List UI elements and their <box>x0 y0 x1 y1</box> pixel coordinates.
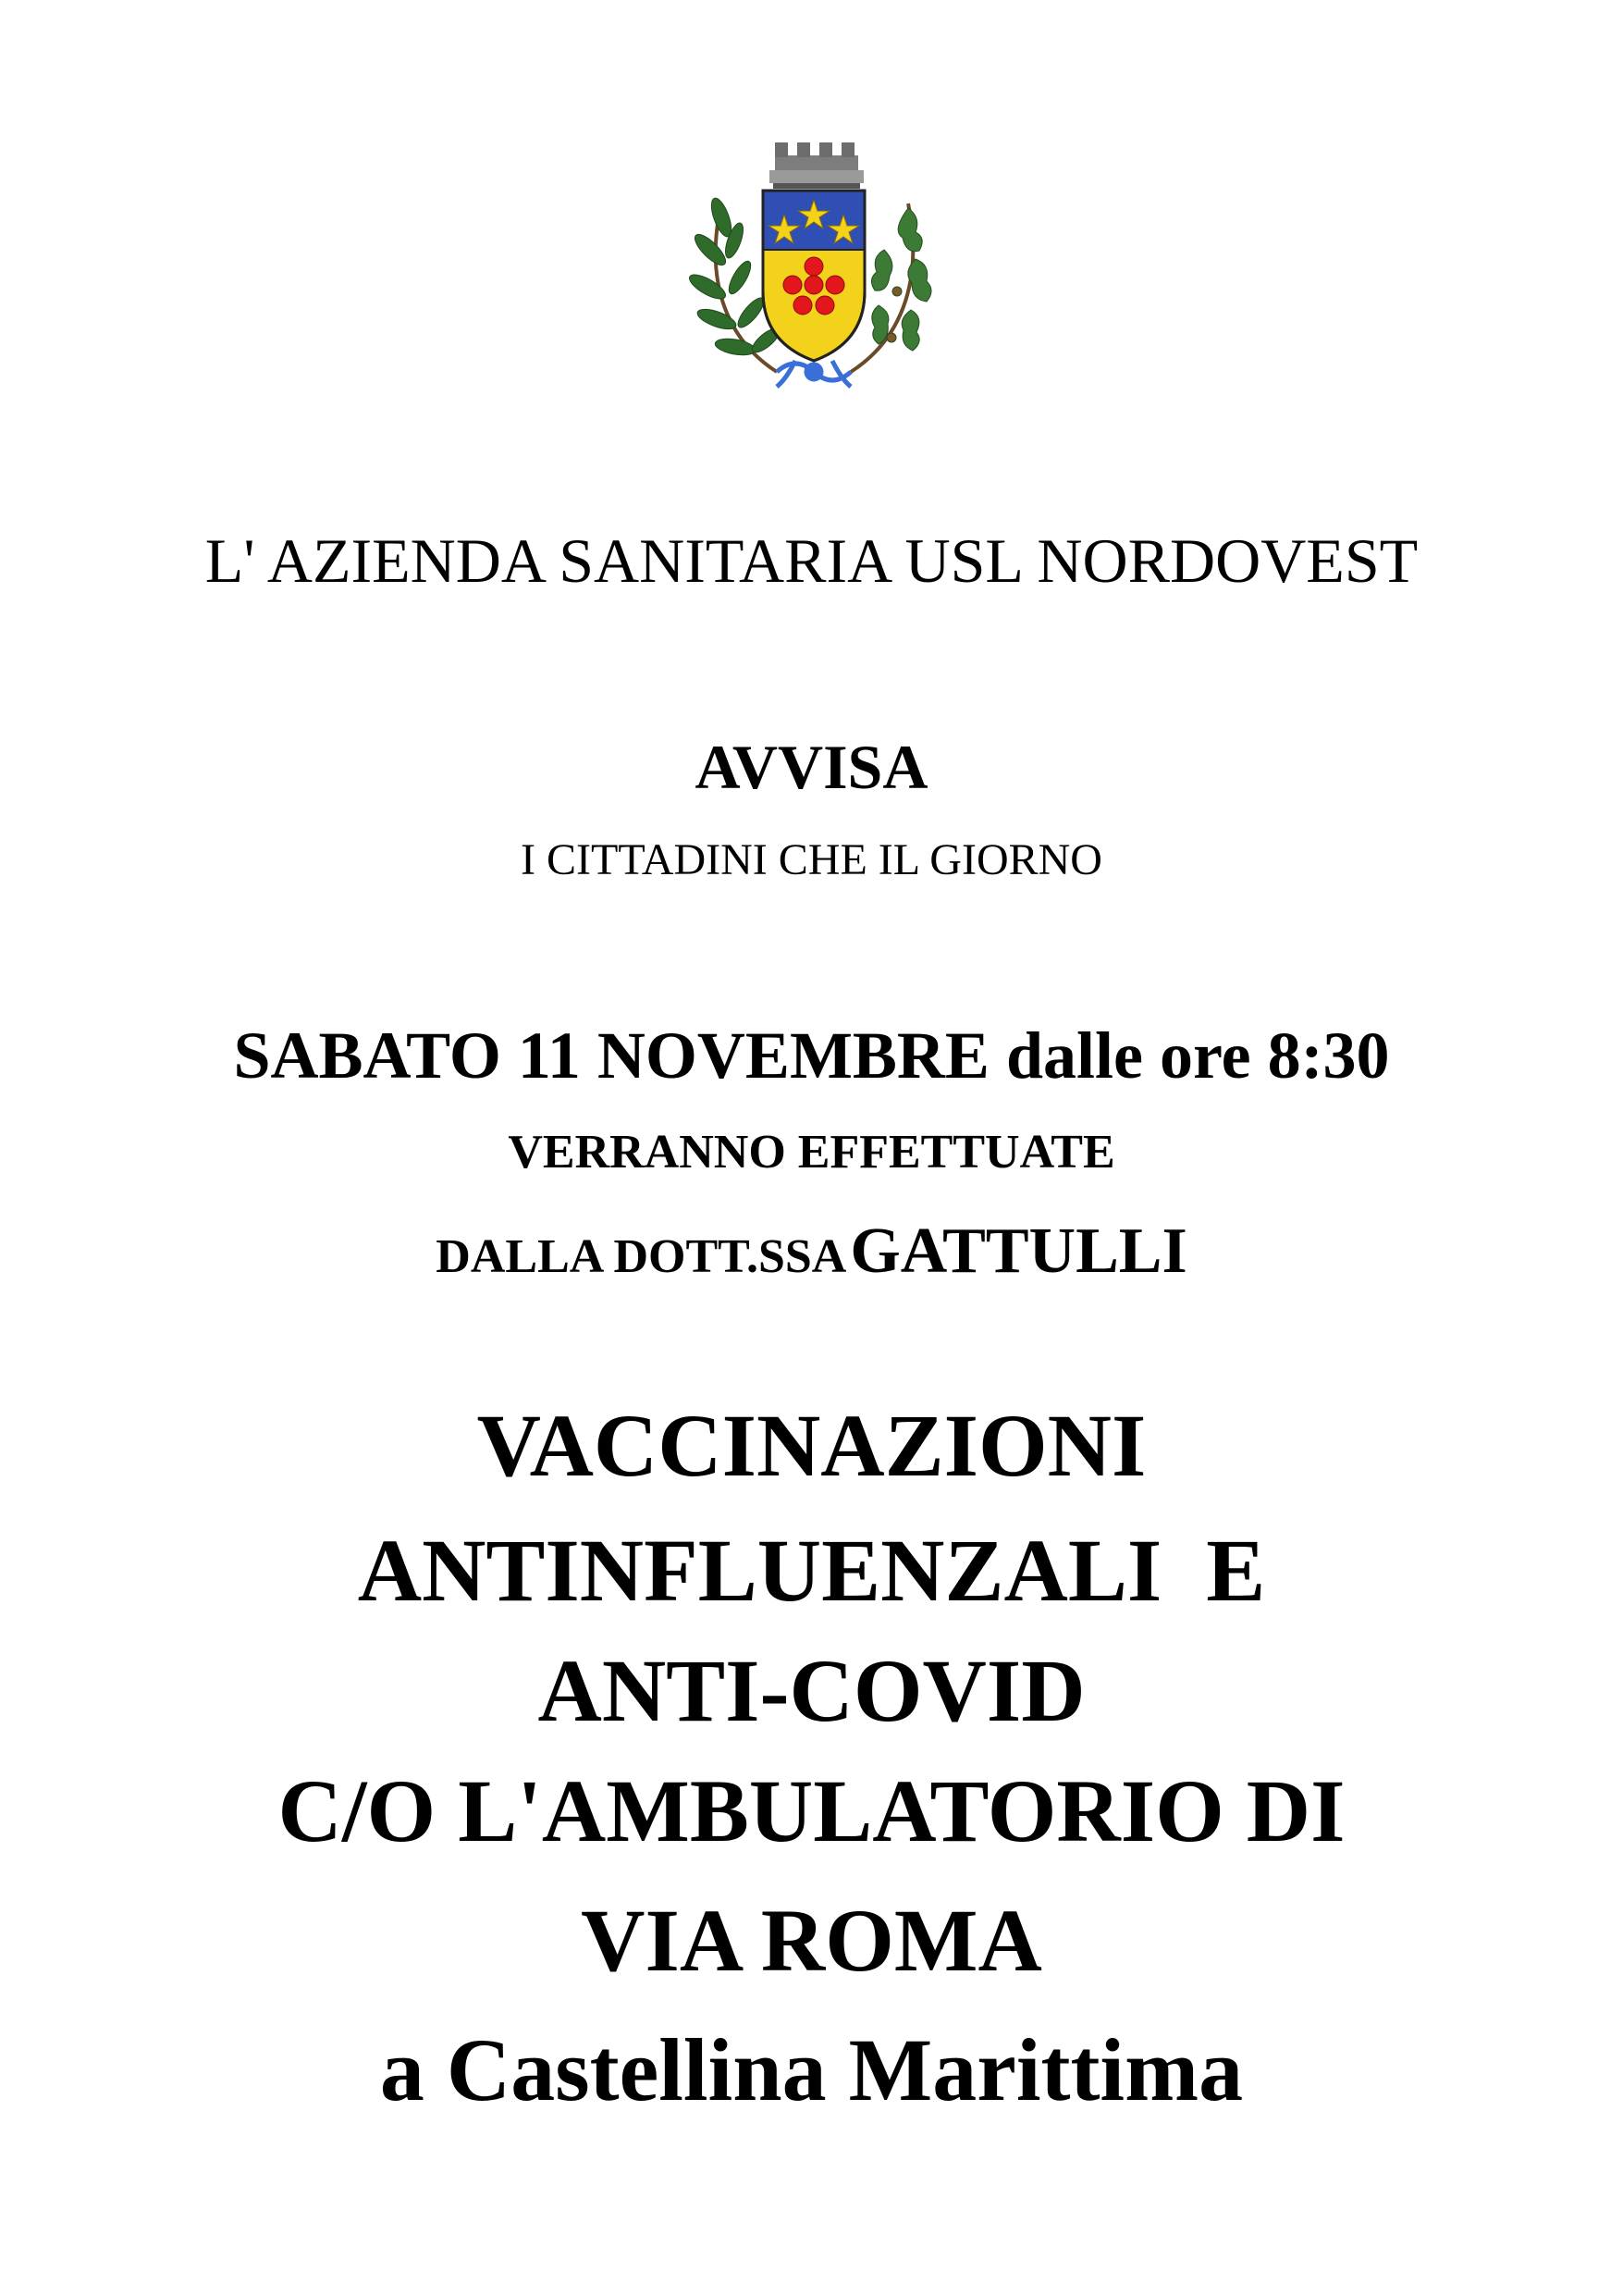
location-line-2: VIA ROMA <box>581 1891 1042 1990</box>
date-time-line: SABATO 11 NOVEMBRE dalle ore 8:30 <box>233 1018 1390 1092</box>
crown-icon <box>769 142 864 189</box>
shield-icon <box>763 191 865 361</box>
location-line-3: a Castellina Marittima <box>379 2020 1244 2119</box>
ribbon-icon <box>777 361 851 387</box>
doctor-prefix: DALLA DOTT.SSA <box>436 1230 847 1283</box>
location-line-1: C/O L'AMBULATORIO DI <box>277 1761 1346 1860</box>
doctor-line <box>0 1216 1623 1287</box>
doctor-name: GATTULLI <box>850 1216 1187 1287</box>
audience-line: I CITTADINI CHE IL GIORNO <box>521 835 1102 884</box>
service-line-1: VACCINAZIONI <box>476 1396 1147 1495</box>
service-line-3: ANTI-COVID <box>537 1641 1086 1740</box>
announcement-title: AVVISA <box>695 732 928 802</box>
issuer-heading: L' AZIENDA SANITARIA USL NORDOVEST <box>204 525 1419 596</box>
coat-of-arms-icon <box>666 130 962 398</box>
service-line-2: ANTINFLUENZALI E <box>357 1521 1266 1620</box>
performed-line: VERRANNO EFFETTUATE <box>508 1126 1115 1179</box>
